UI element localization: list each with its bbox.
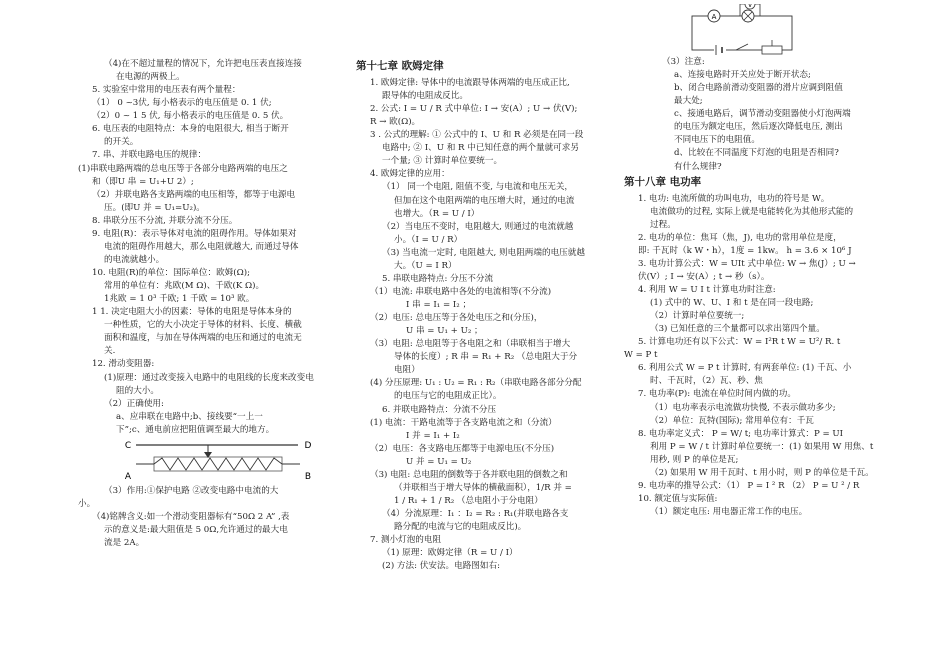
text-line: 电流的阻碍作用越大，那么电阻就越大, 而通过导体	[104, 241, 299, 252]
text-line: a、连接电路时开关应处于断开状态;	[674, 70, 811, 81]
text-line: 1 / R₁ + 1 / R₂ （总电阻小于分电阻）	[394, 495, 543, 506]
text-line: 常用的单位有：兆欧(M Ω)、千欧(K Ω)。	[104, 281, 265, 292]
text-line: （2）电压: 总电压等于各处电压之和(分压)，	[370, 313, 543, 324]
text-line: 6. 电压表的电阻特点：本身的电阻很大, 相当于断开	[92, 124, 289, 135]
column-right	[624, 4, 886, 519]
text-line: 4. 欧姆定律的应用：	[370, 169, 450, 180]
text-line: 小。	[78, 498, 96, 509]
text-line: 5. 串联电路特点: 分压不分流	[382, 273, 494, 284]
text-line: 1 1. 决定电阻大小的因素：导体的电阻是导体本身的	[92, 307, 292, 318]
text-line: （1） 0 ~3伏, 每小格表示的电压值是 0. 1 伏;	[92, 98, 272, 109]
text-line: 在电源的两极上。	[116, 72, 185, 83]
text-line: （3) 已知任意的三个量都可以求出第四个量。	[650, 324, 825, 335]
text-line: 阻的大小。	[116, 385, 159, 396]
text-line: 12. 滑动变阻器:	[92, 359, 155, 370]
text-line: 压。(即U 并 = U₁=U₂)。	[104, 202, 205, 213]
text-line: （1） 同一个电阻, 阻值不变, 与电流和电压无关，	[382, 182, 574, 193]
text-line: 9. 电阻(R)：表示导体对电流的阻碍作用。导体如果对	[92, 228, 297, 239]
text-line: I 并 = I₁ + I₂	[406, 430, 460, 441]
text-line: 一个量; ③ 计算时单位要统一。	[382, 156, 503, 167]
text-line: （2）计算时单位要统一;	[650, 311, 745, 322]
terminal-a-label: A	[124, 471, 132, 482]
text-line: 也增大。（R = U / I）	[394, 208, 480, 219]
text-line: 面积和温度，与加在导体两端的电压和通过的电流无	[104, 333, 302, 344]
text-line: 导体的长度）; R 串 = R₁ + R₂ （总电阻大于分	[394, 352, 578, 363]
text-line: （3) 当电流一定时, 电阻越大, 则电阻两端的电压就越	[382, 247, 585, 258]
text-line: 的电压为额定电压，然后逐次降低电压, 测出	[674, 122, 843, 133]
text-line: （4)在不超过量程的情况下，允许把电压表直接连接	[104, 59, 302, 69]
text-line: 4. 利用 W = U I t 计算电功时注意:	[638, 284, 776, 295]
text-line: 7. 串、并联电路电压的规律：	[92, 150, 207, 161]
text-line: 10. 额定值与实际值:	[638, 493, 718, 504]
text-line: 不同电压下的电阻值。	[674, 135, 760, 146]
text-line: 6. 利用公式 W = P t 计算时, 有两套单位: (1) 千瓦、小	[638, 363, 852, 374]
text-line: （2) 如果用 W 用千瓦时、t 用小时，则 P 的单位是千瓦。	[650, 467, 874, 478]
text-line: 路分配的电流与它的电阻成反比)。	[394, 522, 527, 533]
text-line: （2）单位：瓦特(国际); 常用单位有：千瓦	[650, 415, 814, 426]
text-line: 6. 并联电路特点：分流不分压	[382, 404, 497, 415]
text-line: 过程。	[650, 219, 676, 230]
text-line: （4）分流原理：I₁ ：I₂ = R₂ : R₁(并联电路各支	[382, 509, 569, 520]
text-line: 3 . 公式的理解: ① 公式中的 I、U 和 R 必须是在同一段	[370, 130, 584, 141]
text-line: 和（即U 串 = U₁+U 2）;	[92, 176, 194, 187]
text-line: 大。（U = I R）	[394, 260, 457, 271]
text-line: 的电压与它的电阻成正比）。	[394, 391, 502, 402]
voltmeter-label: V	[747, 4, 753, 9]
text-line: d、比较在不同温度下灯泡的电阻是否相同?	[674, 148, 839, 159]
text-line: 2. 公式: I = U / R 式中单位: I → 安(A）; U → 伏(V);	[370, 104, 578, 115]
column-left	[78, 58, 346, 550]
text-line: （2）0 ~ 1 5 伏, 每小格表示的电压值是 0. 5 伏。	[92, 111, 289, 122]
text-line: c、接通电路后，调节滑动变阻器使小灯泡两端	[674, 109, 851, 120]
text-line: 5. 计算电功还有以下公式：W = I²R t W = U²/ R. t	[638, 337, 841, 348]
text-line: 1. 欧姆定律: 导体中的电流跟导体两端的电压成正比,	[370, 77, 570, 88]
text-line: 用秒, 则 P 的单位是瓦;	[650, 454, 739, 465]
text-line: 即: 千瓦时（k W・h），1度 = 1kw。 h = 3.6 × 10⁶ J	[638, 245, 852, 256]
text-line: a、应串联在电路中;b、接线要“一上一	[116, 411, 263, 422]
text-line: （4)铭牌含义:如一个滑动变阻器标有“50Ω 2 A” ,表	[92, 511, 290, 522]
text-line: 的电流就越小。	[104, 254, 165, 265]
text-line: 1兆欧 = 1 0³ 千欧; 1 千欧 = 10³ 欧。	[104, 294, 255, 305]
text-line: U 串 = U₁ + U₂ ；	[406, 326, 483, 337]
text-line: 9. 电功率的推导公式：（1） P = I ² R （2） P = U ² / R	[638, 480, 860, 491]
text-line: 5. 实验室中常用的电压表有两个量程：	[92, 85, 241, 96]
text-line: 关.	[104, 346, 116, 357]
text-line: 时、千瓦时，（2）瓦、秒、焦	[650, 376, 763, 387]
column-middle	[356, 58, 624, 573]
text-line: （3）电阻: 总电阻等于各电阻之和（串联相当于增大	[370, 339, 571, 350]
terminal-d-label: D	[304, 440, 312, 451]
text-line: （2）并联电路各支路两端的电压相等，都等于电源电	[92, 189, 296, 200]
text-line: 10. 电阻(R)的单位：国际单位：欧姆(Ω);	[92, 268, 251, 278]
text-line: W = P t	[624, 350, 658, 361]
text-line: 1. 电功: 电流所做的功叫电功，电功的符号是 W。	[638, 193, 830, 204]
text-line: （3）作用:①保护电路 ②改变电路中电流的大	[104, 485, 279, 496]
text-line: (2) 方法: 伏安法。电路图如右:	[382, 561, 500, 572]
voltammetry-circuit-diagram	[684, 4, 804, 56]
text-line: (4) 分压原理: U₁ : U₂ = R₁ : R₂（串联电路各部分分配	[370, 378, 582, 389]
text-line: 下”;c、通电前应把阻值调至最大的地方。	[116, 424, 275, 435]
text-line: (1)原理：通过改变接入电路中的电阻线的长度来改变电	[104, 372, 314, 383]
text-line: 2. 电功的单位：焦耳（焦，J), 电功的常用单位是度，	[638, 232, 842, 243]
text-line: （3) 电阻: 总电阻的倒数等于各并联电阻的倒数之和	[370, 469, 568, 480]
text-line: R → 欧(Ω)。	[370, 117, 421, 128]
text-line: 8. 电功率定义式： P = W/ t; 电功率计算式：P = UI	[638, 428, 844, 439]
text-line: （1）电流: 串联电路中各处的电流相等(不分流)	[370, 286, 552, 297]
text-line: 电流做功的过程, 实际上就是电能转化为其他形式能的	[650, 206, 854, 217]
text-line: 3. 电功计算公式：W = UIt 式中单位: W → 焦(J）; U →	[638, 258, 856, 269]
text-line: (1)串联电路两端的总电压等于各部分电路两端的电压之	[78, 163, 288, 174]
terminal-b-label: B	[304, 471, 312, 482]
text-line: 有什么规律?	[674, 161, 722, 172]
text-line: 但加在这个电阻两端的电压增大时，通过的电流	[394, 195, 575, 206]
terminal-c-label: C	[124, 440, 132, 451]
text-line: 7. 测小灯泡的电阻	[370, 535, 442, 546]
text-line: 跟导体的电阻成反比。	[382, 91, 468, 102]
text-line: （2）正确使用:	[104, 398, 164, 409]
text-line: 示的意义是:最大阻值是 5 0Ω,允许通过的最大电	[104, 525, 288, 535]
chapter-title: 第十八章 电功率	[624, 175, 702, 188]
ammeter-label: A	[711, 13, 717, 21]
text-line: （并联相当于增大导体的横截面积），1/R 并 =	[394, 482, 572, 493]
text-line: 伏(V）; I → 安(A）; t → 秒（s）。	[638, 271, 770, 282]
text-line: (1) 式中的 W、U、I 和 t 是在同一段电路;	[650, 298, 814, 309]
text-line: 一种性质，它的大小决定于导体的材料、长度、横截	[104, 320, 302, 331]
text-line: （1）额定电压: 用电器正常工作的电压。	[650, 507, 808, 518]
text-line: （2）当电压不变时，电阻越大, 则通过的电流就越	[382, 221, 574, 232]
text-line: b、闭合电路前滑动变阻器的滑片应调到阻值	[674, 83, 843, 94]
text-line: 8. 串联分压不分流, 并联分流不分压。	[92, 215, 238, 226]
text-line: 最大处;	[674, 96, 703, 107]
text-line: 的开关。	[104, 137, 139, 148]
text-line: 流是 2A。	[104, 538, 145, 549]
text-line: （3）注意:	[662, 57, 705, 67]
text-line: 利用 P = W / t 计算时单位要统一：(1) 如果用 W 用焦、t	[650, 441, 874, 452]
text-line: 电阻）	[394, 365, 420, 376]
text-line: U 并 = U₁ = U₂	[406, 456, 472, 467]
chapter-title: 第十七章 欧姆定律	[356, 60, 444, 72]
text-line: 7. 电功率(P): 电流在单位时间内做的功。	[638, 389, 796, 400]
text-line: （1) 原理：欧姆定律（R = U / I）	[382, 548, 518, 559]
text-line: 小。（I = U / R）	[394, 234, 463, 245]
text-line: 电路中; ② I、U 和 R 中已知任意的两个量就可求另	[382, 143, 579, 154]
text-line: (1) 电流：干路电流等于各支路电流之和（分流）	[370, 417, 557, 428]
text-line: （1）电功率表示电流做功快慢, 不表示做功多少;	[650, 402, 836, 413]
text-line: （2）电压：各支路电压都等于电源电压(不分压)	[370, 443, 555, 454]
text-line: I 串 = I₁ = I₂ ；	[406, 300, 472, 311]
rheostat-diagram	[118, 437, 318, 485]
